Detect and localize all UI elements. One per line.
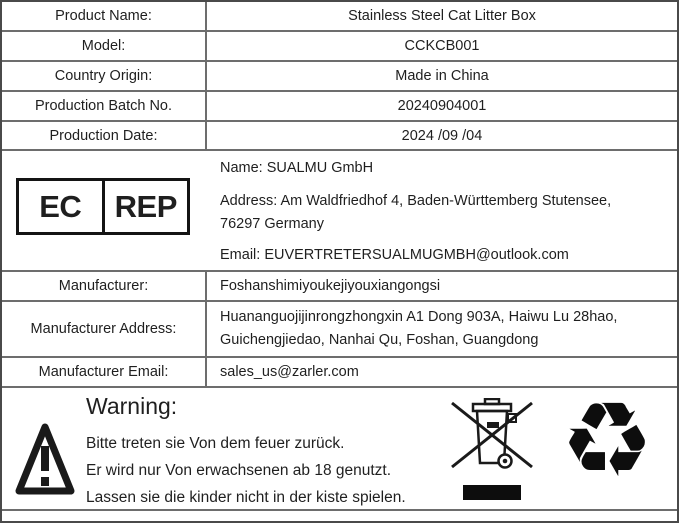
warning-line: Bitte treten sie Von dem feuer zurück. xyxy=(86,435,345,452)
table-row-batch-no xyxy=(2,90,677,120)
row-value: 2024 /09 /04 xyxy=(401,127,483,144)
row-label: Manufacturer Address: xyxy=(2,302,207,356)
warning-line: Lassen sie die kinder nicht in der kiste spielen. xyxy=(86,489,406,506)
ec-rep-address: Address: Am Waldfriedhof 4, Baden-Württemberg Stutensee, 76297 Germany xyxy=(220,193,612,232)
row-value: Foshanshimiyoukejiyouxiangongsi xyxy=(220,278,441,294)
warning-line: Er wird nur Von erwachsenen ab 18 genutzt. xyxy=(86,462,392,479)
warning-section xyxy=(2,379,677,509)
ec-rep-details xyxy=(220,160,650,263)
warning-title: Warning: xyxy=(86,393,178,419)
row-value: Huananguojijinrongzhongxin A1 Dong 903A, Haiwu Lu 28hao, Guichengjiedao, Nanhai Qu, Foshan, Guangdong xyxy=(220,309,618,348)
row-value: Made in China xyxy=(395,68,489,84)
ec-rep-name: Name: SUALMU GmbH xyxy=(220,160,374,176)
warning-text xyxy=(86,393,406,511)
row-label: Production Date: xyxy=(2,122,207,149)
weee-crossed-out-bin-icon xyxy=(449,398,535,500)
row-value: 20240904001 xyxy=(397,98,487,114)
table-row-production-date xyxy=(2,120,677,149)
ec-rep-icon xyxy=(16,178,190,235)
table-row-product-name xyxy=(2,2,677,30)
row-label: Model: xyxy=(2,32,207,60)
row-value: sales_us@zarler.com xyxy=(220,364,359,380)
weee-bar xyxy=(463,485,521,500)
warning-triangle-icon xyxy=(14,420,76,498)
table-row-manufacturer xyxy=(2,270,677,300)
row-label: Production Batch No. xyxy=(2,92,207,120)
recycling-icon: ♻ xyxy=(560,379,654,501)
row-label: Country Origin: xyxy=(2,62,207,90)
row-label: Manufacturer: xyxy=(2,272,207,300)
table-row-model xyxy=(2,30,677,60)
ec-rep-email: Email: EUVERTRETERSUALMUGMBH@outlook.com xyxy=(220,247,569,263)
ec-rep-icon-left: EC xyxy=(19,181,105,232)
row-value: CCKCB001 xyxy=(404,38,480,54)
table-row-manufacturer-address xyxy=(2,300,677,356)
table-row-country-origin xyxy=(2,60,677,90)
row-value: Stainless Steel Cat Litter Box xyxy=(348,8,536,24)
row-label: Product Name: xyxy=(2,2,207,30)
ec-rep-section xyxy=(2,149,677,270)
ec-rep-icon-right: REP xyxy=(114,188,177,224)
row-label: Manufacturer Email: xyxy=(2,358,207,386)
